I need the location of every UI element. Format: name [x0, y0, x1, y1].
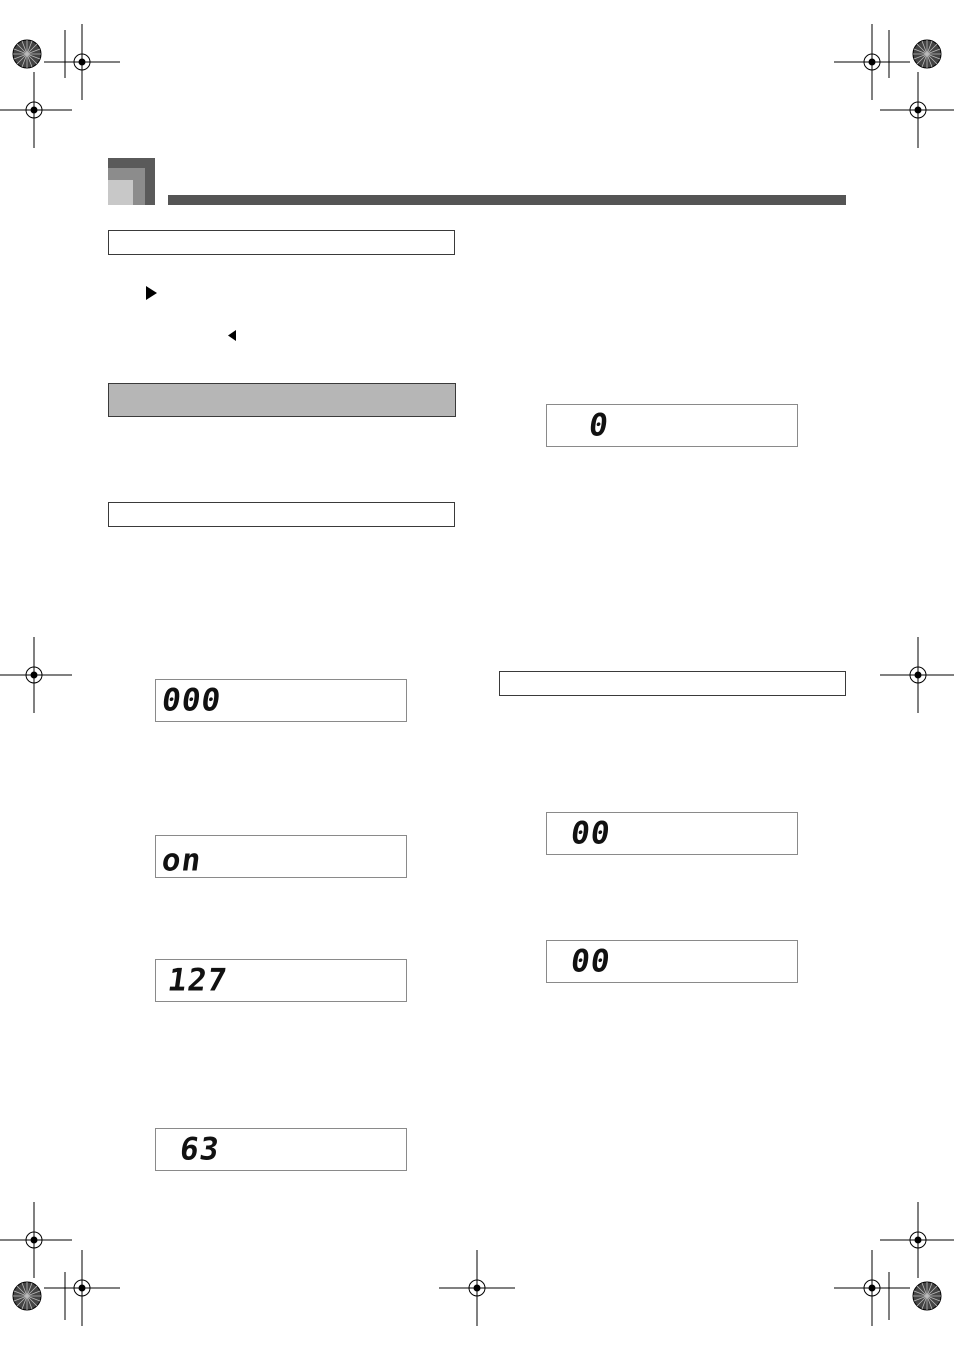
title-rule: [168, 195, 846, 205]
crosshair-mark: [0, 72, 72, 148]
lcd-display: [155, 679, 407, 722]
chapter-tab-graphic: [108, 158, 155, 205]
crosshair-mark: [44, 1250, 120, 1326]
section-box: [499, 671, 846, 696]
sunburst-mark-top-left: [13, 40, 41, 68]
lcd-value: 127: [165, 962, 230, 998]
lcd-display: [155, 959, 407, 1002]
lcd-display: [546, 404, 798, 447]
sunburst-mark-top-right: [913, 40, 941, 68]
sunburst-mark-bottom-left: [13, 1282, 41, 1310]
lcd-value: 63: [177, 1131, 222, 1167]
section-box: [108, 230, 455, 255]
crosshair-mark: [880, 1202, 954, 1278]
lcd-value: on: [159, 842, 204, 879]
crosshair-mark: [880, 72, 954, 148]
sunburst-mark-bottom-right: [913, 1282, 941, 1310]
lcd-value: 000: [159, 682, 224, 718]
crosshair-mark: [834, 1250, 910, 1326]
lcd-display: [546, 812, 798, 855]
lcd-value: 00: [568, 815, 613, 851]
section-heading-box: [108, 383, 456, 417]
left-arrow-icon: [228, 330, 236, 341]
crosshair-mark: [0, 637, 72, 713]
lcd-value: 0: [586, 407, 612, 443]
lcd-value: 00: [568, 943, 613, 979]
crosshair-mark: [834, 24, 910, 100]
crosshair-mark: [880, 637, 954, 713]
right-arrow-icon: [146, 286, 157, 300]
lcd-display: [155, 835, 407, 878]
crosshair-mark: [439, 1250, 515, 1326]
lcd-display: [546, 940, 798, 983]
crosshair-mark: [0, 1202, 72, 1278]
crosshair-mark: [44, 24, 120, 100]
lcd-display: [155, 1128, 407, 1171]
section-box: [108, 502, 455, 527]
